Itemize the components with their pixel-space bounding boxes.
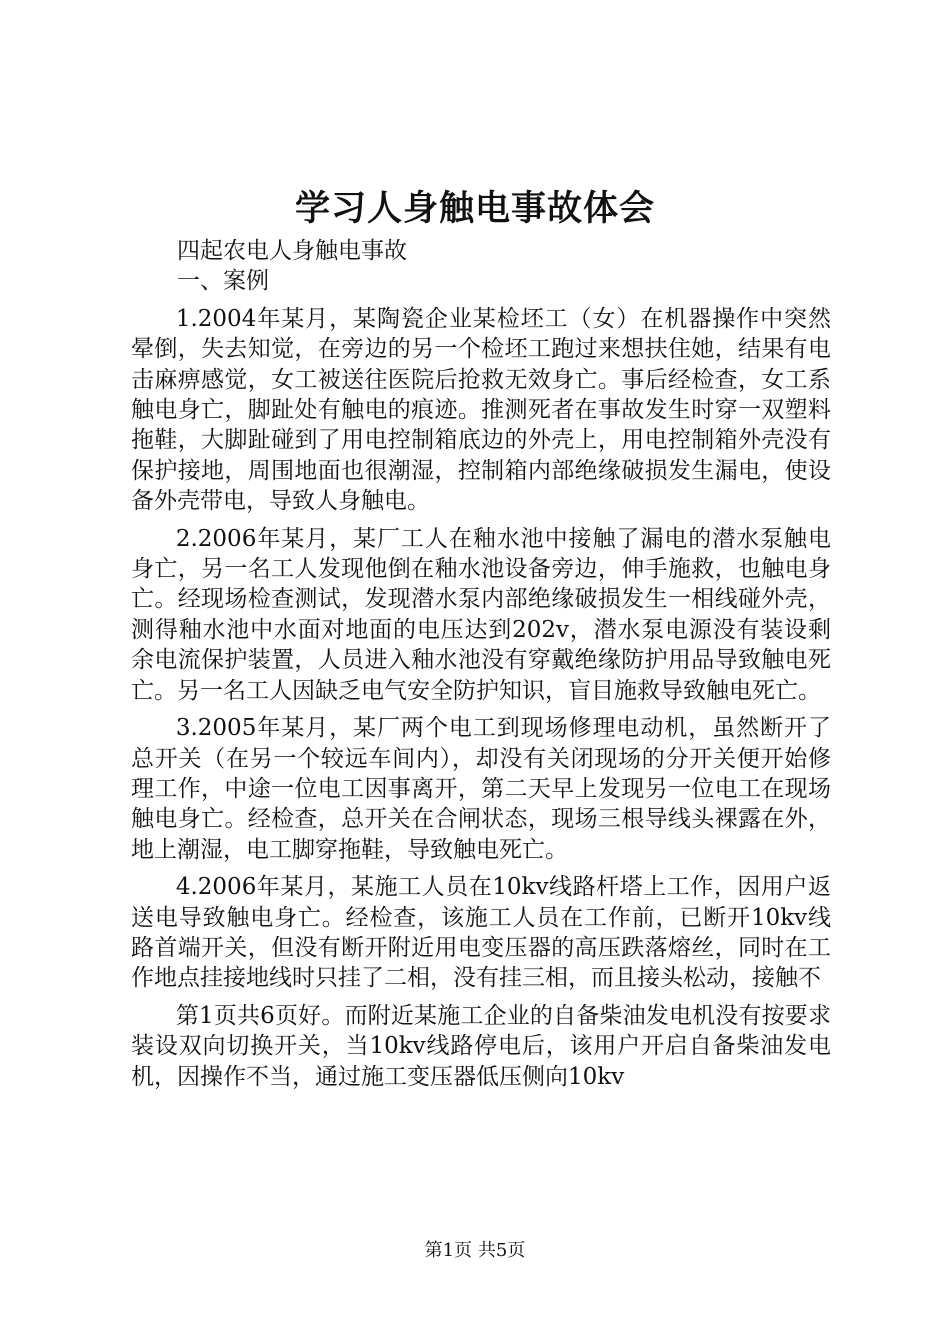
page-number-footer: 第1页 共5页 (424, 1240, 526, 1261)
document-title: 学习人身触电事故体会 (294, 188, 655, 229)
case-paragraph-2: 2.2006年某月，某厂工人在釉水池中接触了漏电的潜水泵触电身亡，另一名工人发现他倒在釉水池设备旁边，伸手施救，也触电身亡。经现场检查测试，发现潜水泵内部绝缘破损发生一相线碰外壳，测得釉水池中水面对地面的电压达到202v，潜水泵电源没有装设剩余电流保护装置，人员进入釉水池没有穿戴绝缘防护用品导致触电死亡。另一名工人因缺乏电气安全防护知识，盲目施救导致触电死亡。 (131, 525, 831, 704)
case-paragraph-4: 4.2006年某月，某施工人员在10kv线路杆塔上工作，因用户返送电导致触电身亡。经检查，该施工人员在工作前，已断开10kv线路首端开关，但没有断开附近用电变压器的高压跌落熔丝，同时在工作地点挂接地线时只挂了二相，没有挂三相，而且接头松动，接触不 (131, 874, 831, 992)
document-body (131, 236, 831, 1092)
case-paragraph-1: 1.2004年某月，某陶瓷企业某检坯工（女）在机器操作中突然晕倒，失去知觉，在旁边的另一个检坯工跑过来想扶住她，结果有电击麻痹感觉，女工被送往医院后抢救无效身亡。事后经检查，女工系触电身亡，脚趾处有触电的痕迹。推测死者在事故发生时穿一双塑料拖鞋，大脚趾碰到了用电控制箱底边的外壳上，用电控制箱外壳没有保护接地，周围地面也很潮湿，控制箱内部绝缘破损发生漏电，使设备外壳带电，导致人身触电。 (131, 305, 831, 515)
section-heading-cases: 一、案例 (177, 268, 269, 295)
case-paragraph-3: 3.2005年某月，某厂两个电工到现场修理电动机，虽然断开了总开关（在另一个较远车间内），却没有关闭现场的分开关便开始修理工作，中途一位电工因事离开，第二天早上发现另一位电工在现场触电身亡。经检查，总开关在合闸状态，现场三根导线头裸露在外，地上潮湿，电工脚穿拖鞋，导致触电死亡。 (131, 715, 831, 863)
case-paragraph-continued: 第1页共6页好。而附近某施工企业的自备柴油发电机没有按要求装设双向切换开关，当10kv线路停电后，该用户开启自备柴油发电机，因操作不当，通过施工变压器低压侧向10kv (131, 1002, 831, 1090)
subheading-incidents: 四起农电人身触电事故 (177, 238, 407, 264)
